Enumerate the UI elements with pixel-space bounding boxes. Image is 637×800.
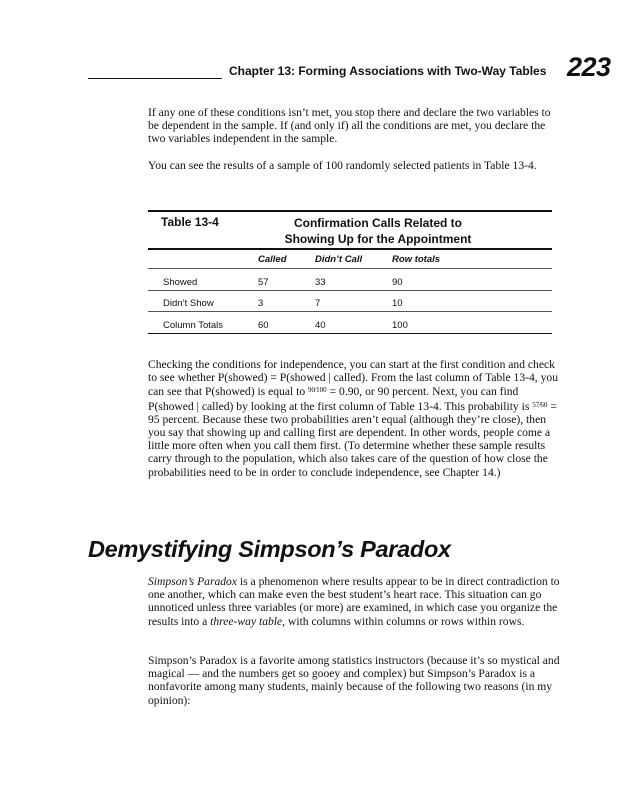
row-label-didnt-show: Didn’t Show xyxy=(163,298,214,309)
fraction-57-60: 57⁄60 xyxy=(532,400,548,409)
column-header-called: Called xyxy=(258,254,287,265)
paragraph-independence xyxy=(148,358,560,479)
table-bottom-rule xyxy=(148,333,552,334)
table-title-line1: Confirmation Calls Related to xyxy=(293,216,463,230)
row-label-showed: Showed xyxy=(163,277,198,288)
cell-showed-didnt-call: 33 xyxy=(315,277,326,288)
column-header-row-totals: Row totals xyxy=(392,254,441,265)
table-title xyxy=(278,215,478,247)
page-number: 223 xyxy=(567,52,611,82)
header-rule xyxy=(88,78,222,79)
p3-text-a: Checking the conditions for independence, you can start at the first condition and check to see whether P(showed) = P(showed | called). From the last column of Table 13-4, you can see that P(showed) is equal to xyxy=(148,358,558,399)
row-rule xyxy=(148,290,552,291)
table-header-rule xyxy=(148,248,552,250)
fraction-90-100: 90⁄100 xyxy=(308,386,327,395)
cell-showed-called: 57 xyxy=(258,277,269,288)
term-simpsons-paradox: Simpson’s Paradox xyxy=(148,575,237,588)
cell-didnt-show-called: 3 xyxy=(258,298,264,309)
running-head: Chapter 13: Forming Associations with Two-Way Tables xyxy=(229,64,547,78)
table-top-rule xyxy=(148,210,552,212)
table-title-line2: Showing Up for the Appointment xyxy=(284,232,472,246)
table-label: Table 13-4 xyxy=(161,215,219,229)
paragraph-simpsons-reasons: Simpson’s Paradox is a favorite among statistics instructors (because it’s so mystical and magical — and the numbers get so gooey and complex) but Simpson’s Paradox is a nonfavorite among many students, mainly because of the following two reasons (in my opinion): xyxy=(148,654,560,707)
table-subheader-rule xyxy=(148,268,552,269)
cell-totals-grand: 100 xyxy=(392,320,408,331)
p4-text-b: with columns within columns or rows within rows. xyxy=(285,614,525,628)
p3-text-b: = 0.90, or 90 percent. Next, you can find P(showed | called) by looking at the first column of Table 13-4. This probability is xyxy=(148,385,533,413)
cell-totals-called: 60 xyxy=(258,320,269,331)
paragraph-simpsons-intro xyxy=(148,575,560,628)
row-rule xyxy=(148,311,552,312)
p4-text-a: is a phenomenon where results appear to be in direct contradiction to one another, which can make even the best student’s heart race. This situation can go unnoticed unless three variables (or more) are examined, in which case you organize the results into a xyxy=(148,575,560,628)
cell-showed-total: 90 xyxy=(392,277,403,288)
cell-didnt-show-total: 10 xyxy=(392,298,403,309)
cell-didnt-show-didnt-call: 7 xyxy=(315,298,321,309)
section-title: Demystifying Simpson’s Paradox xyxy=(88,536,451,562)
column-header-didnt-call: Didn’t Call xyxy=(315,254,363,265)
term-three-way-table: three-way table, xyxy=(210,614,286,628)
cell-totals-didnt-call: 40 xyxy=(315,320,326,331)
paragraph-conditions: If any one of these conditions isn’t met, you stop there and declare the two variables to be dependent in the sample. If (and only if) all the conditions are met, you declare the two variables independent in the sample. xyxy=(148,106,551,146)
row-label-column-totals: Column Totals xyxy=(163,320,224,331)
p3-text-c: = 95 percent. Because these two probabilities aren’t equal (although they’re close), then you say that showing up and calling first are dependent. In other words, people come a little more often when you call them first. (To determine whether these sample results carry through to the population, which also takes care of the question of how close the probabilities need to be in order to conclude independence, see Chapter 14.) xyxy=(148,399,557,479)
paragraph-sample: You can see the results of a sample of 100 randomly selected patients in Table 13-4. xyxy=(148,159,537,172)
